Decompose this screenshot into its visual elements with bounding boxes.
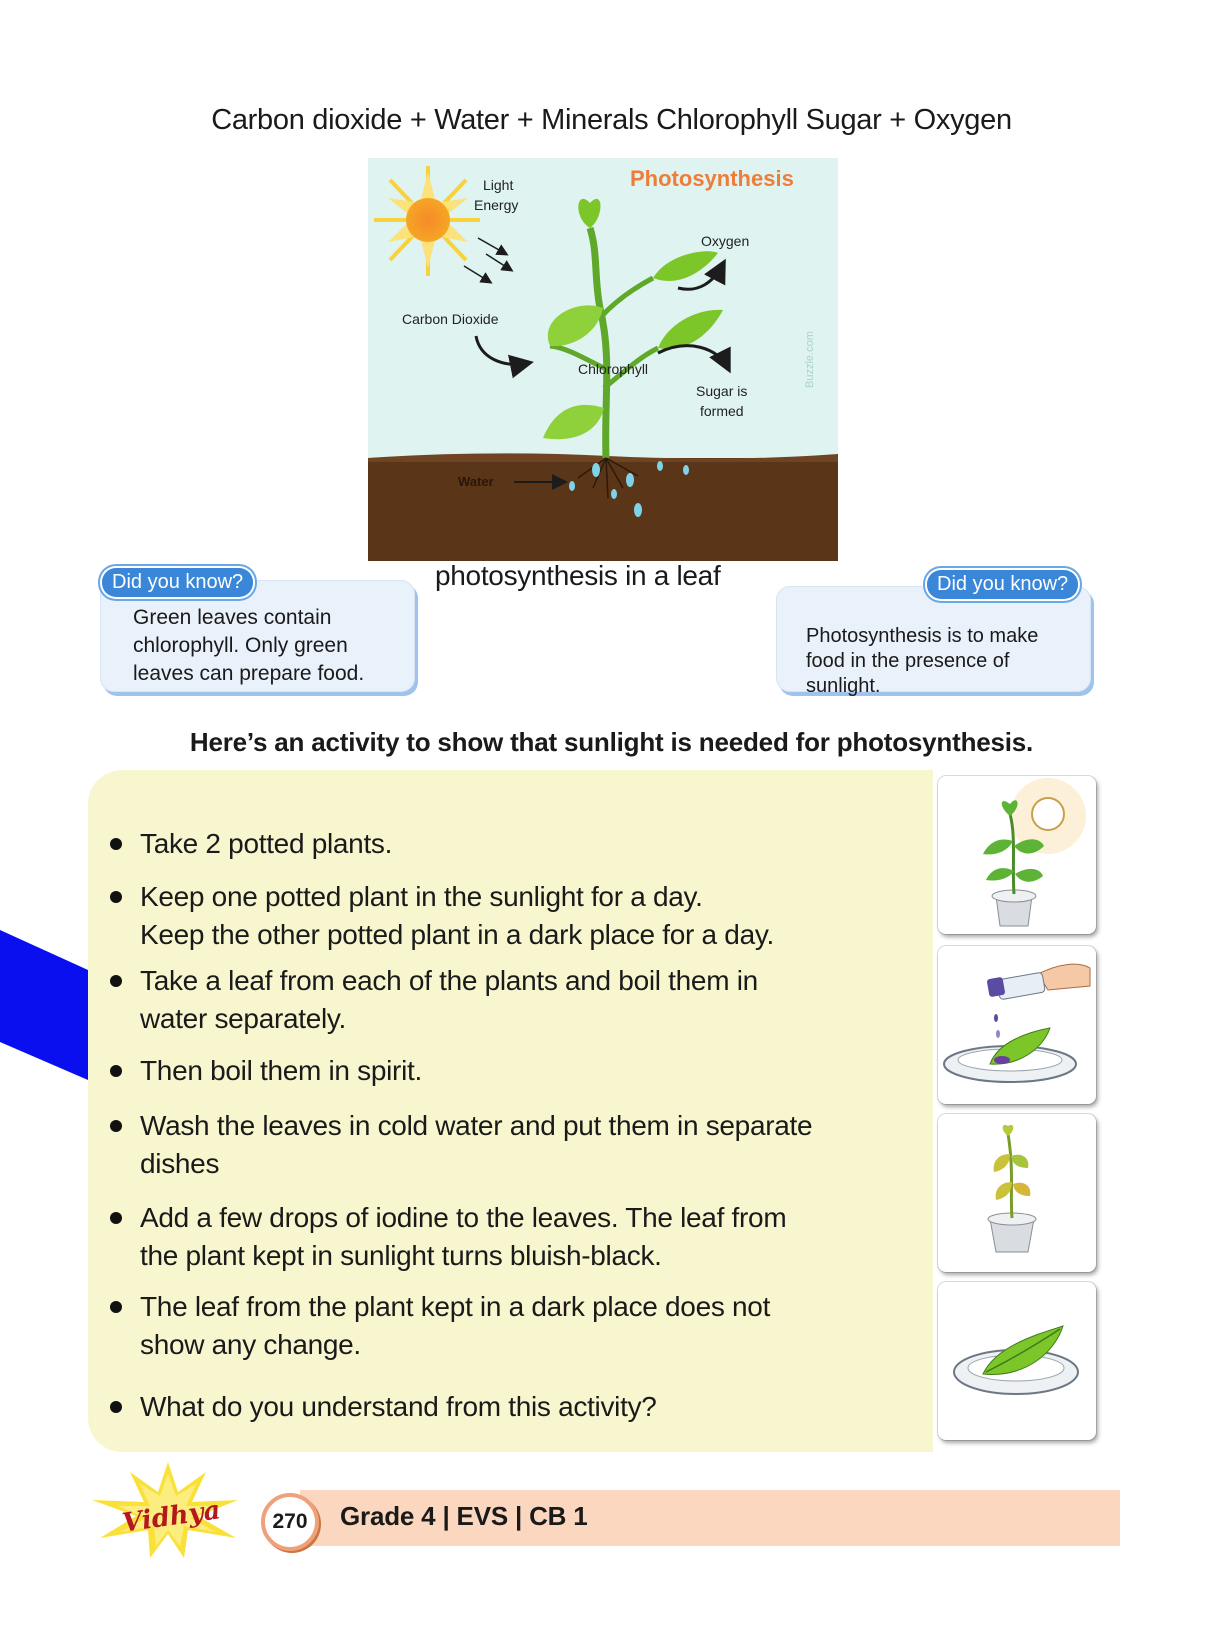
photosynthesis-equation: Carbon dioxide + Water + Minerals Chlorophyll Sugar + Oxygen xyxy=(211,104,1012,136)
activity-item xyxy=(110,1052,422,1090)
footer-title: Grade 4 | EVS | CB 1 xyxy=(340,1501,588,1531)
co2-label: Carbon Dioxide xyxy=(402,311,499,327)
sugar-label-2: formed xyxy=(700,403,744,419)
activity-item-line-2: show any change. xyxy=(140,1329,361,1360)
plant-in-sunlight-image xyxy=(938,776,1096,934)
bullet-icon xyxy=(110,1401,122,1413)
leaf-in-dish-image xyxy=(938,1282,1096,1440)
potted-plant-sun-icon xyxy=(938,776,1096,934)
activity-list xyxy=(88,770,933,1452)
activity-item xyxy=(110,962,758,1038)
activity-item-line-1: Add a few drops of iodine to the leaves. The leaf from xyxy=(140,1202,787,1233)
did-you-know-right-line-3: sunlight. xyxy=(806,675,881,697)
wilted-potted-plant-icon xyxy=(938,1114,1096,1272)
activity-item-line-1: The leaf from the plant kept in a dark place does not xyxy=(140,1291,771,1322)
photosynthesis-diagram xyxy=(368,158,838,561)
bullet-icon xyxy=(110,838,122,850)
did-you-know-left-line-2: chlorophyll. Only green xyxy=(133,634,348,657)
activity-item-line-1: Take a leaf from each of the plants and boil them in xyxy=(140,965,758,996)
side-tab-shape xyxy=(0,930,90,1080)
activity-item-line-2: the plant kept in sunlight turns bluish-black. xyxy=(140,1240,662,1271)
light-label-1: Light xyxy=(483,177,514,193)
activity-item xyxy=(110,825,392,863)
activity-item-line-2: dishes xyxy=(140,1148,220,1179)
did-you-know-right-line-1: Photosynthesis is to make xyxy=(806,625,1039,647)
activity-item xyxy=(110,1107,812,1183)
water-label: Water xyxy=(458,474,494,489)
plant-in-dark-image xyxy=(938,1114,1096,1272)
activity-item-line-2: water separately. xyxy=(140,1003,347,1034)
activity-item-line-1: Keep one potted plant in the sunlight for a day. xyxy=(140,881,703,912)
did-you-know-right-text xyxy=(806,624,1038,699)
activity-item xyxy=(110,1288,770,1364)
bullet-icon xyxy=(110,975,122,987)
bullet-icon xyxy=(110,1301,122,1313)
activity-heading: Here’s an activity to show that sunlight is needed for photosynthesis. xyxy=(189,727,1034,757)
did-you-know-left-line-1: Green leaves contain xyxy=(133,606,332,629)
sugar-label-1: Sugar is xyxy=(696,383,748,399)
activity-panel xyxy=(88,770,933,1452)
oxygen-label: Oxygen xyxy=(701,233,750,249)
did-you-know-left-line-3: leaves can prepare food. xyxy=(133,662,365,685)
activity-item xyxy=(110,1199,786,1275)
sun-icon xyxy=(374,166,480,276)
leaf-dish-icon xyxy=(938,1282,1096,1440)
activity-item-line-1: Take 2 potted plants. xyxy=(140,828,393,859)
photosynthesis-illustration xyxy=(368,158,838,561)
diagram-title: Photosynthesis xyxy=(630,166,794,191)
bullet-icon xyxy=(110,1120,122,1132)
iodine-on-leaf-image xyxy=(938,946,1096,1104)
did-you-know-left-text xyxy=(133,604,364,688)
activity-item-line-1: What do you understand from this activity? xyxy=(140,1391,657,1422)
vidhya-logo-text: Vidhya xyxy=(120,1495,223,1539)
activity-item-line-2: Keep the other potted plant in a dark place for a day. xyxy=(140,919,774,950)
page-number: 270 xyxy=(261,1493,319,1551)
bullet-icon xyxy=(110,891,122,903)
did-you-know-right-line-2: food in the presence of xyxy=(806,650,1010,672)
bullet-icon xyxy=(110,1065,122,1077)
activity-item-line-1: Then boil them in spirit. xyxy=(140,1055,422,1086)
dropper-bottle-dish-icon xyxy=(938,946,1096,1104)
activity-item xyxy=(110,878,774,954)
activity-item-line-1: Wash the leaves in cold water and put them in separate xyxy=(140,1110,813,1141)
light-label-2: Energy xyxy=(474,197,519,213)
did-you-know-left-tag: Did you know? xyxy=(100,566,255,599)
chlorophyll-label: Chlorophyll xyxy=(578,361,649,377)
bullet-icon xyxy=(110,1212,122,1224)
did-you-know-right-tag: Did you know? xyxy=(925,568,1080,601)
activity-item xyxy=(110,1388,657,1426)
diagram-caption: photosynthesis in a leaf xyxy=(435,560,721,591)
watermark: Buzzle.com xyxy=(804,331,816,388)
